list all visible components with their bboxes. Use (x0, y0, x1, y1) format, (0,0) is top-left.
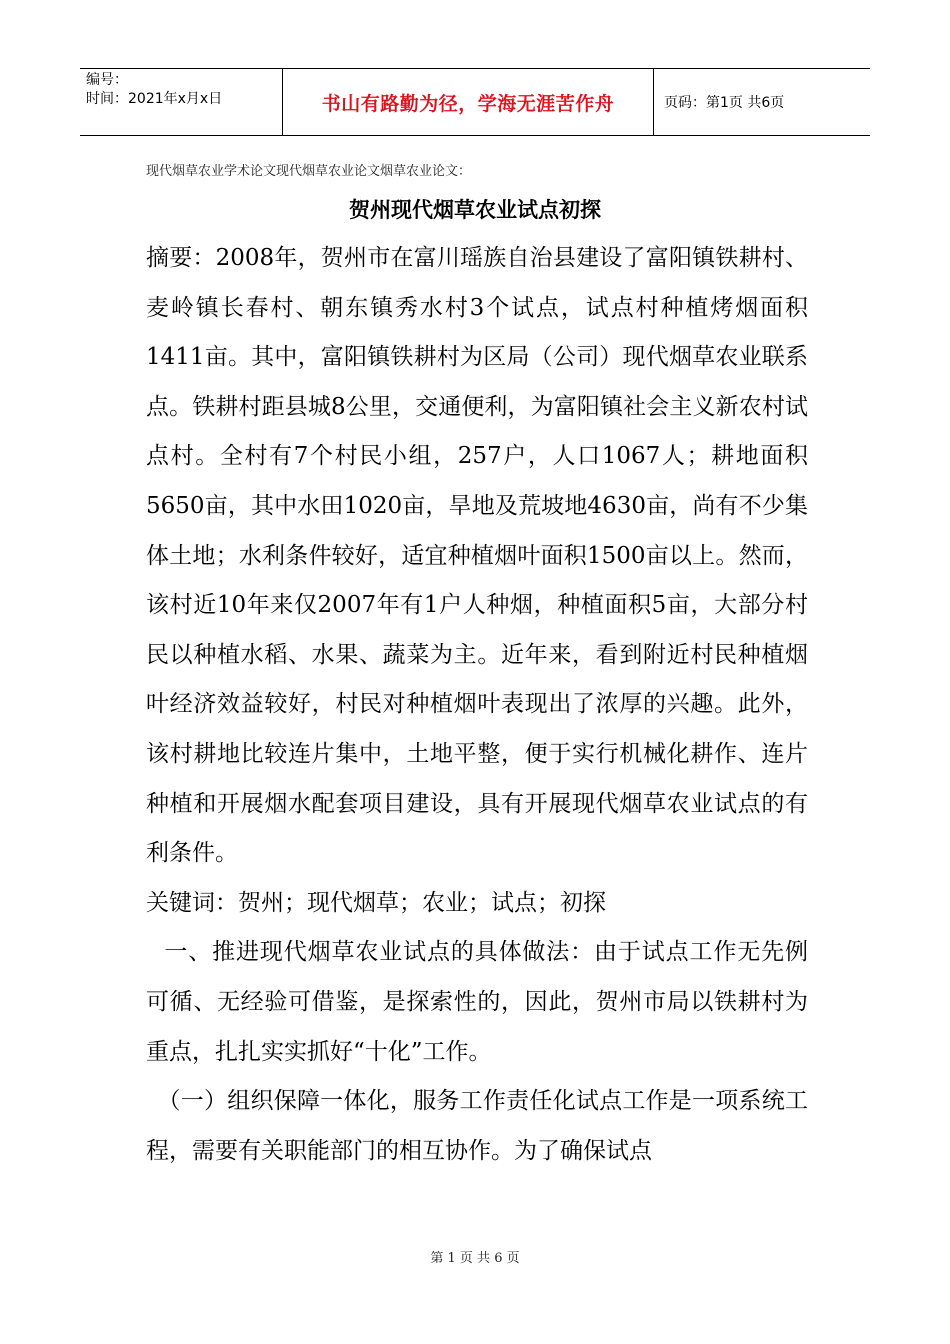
document-number-label: 编号： (86, 72, 128, 88)
keywords-paragraph: 关键词：贺州；现代烟草；农业；试点；初探 (146, 889, 606, 916)
abstract-paragraph: 摘要：2008年，贺州市在富川瑶族自治县建设了富阳镇铁耕村、麦岭镇长春村、朝东镇秀水村3个试点，试点村种植烤烟面积1411亩。其中，富阳镇铁耕村为区局（公司）现代烟草农业联系点。铁耕村距县城8公里，交通便利，为富阳镇社会主义新农村试点村。全村有7个村民小组，257户，人口1067人；耕地面积5650亩，其中水田1020亩，旱地及荒坡地4630亩，尚有不少集体土地；水利条件较好，适宜种植烟叶面积1500亩以上。然而，该村近10年来仅2007年有1户人种烟，种植面积5亩，大部分村民以种植水稻、水果、蔬菜为主。近年来，看到附近村民种植烟叶经济效益较好，村民对种植烟叶表现出了浓厚的兴趣。此外，该村耕地比较连片集中，土地平整，便于实行机械化耕作、连片种植和开展烟水配套项目建设，具有开展现代烟草农业试点的有利条件。 (146, 245, 808, 867)
document-title: 贺州现代烟草农业试点初探 (349, 198, 601, 222)
document-body (146, 234, 808, 1176)
header-page-cell (654, 69, 870, 135)
header-table (80, 68, 870, 136)
header-motto: 书山有路勤为径，学海无涯苦作舟 (321, 92, 615, 115)
section-1-paragraph: 一、推进现代烟草农业试点的具体做法：由于试点工作无先例可循、无经验可借鉴，是探索性的，因此，贺州市局以铁耕村为重点，扎扎实实抓好“十化”工作。 (146, 939, 808, 1065)
page-footer: 第 1 页 共 6 页 (430, 1251, 520, 1266)
subject-line: 现代烟草农业学术论文现代烟草农业论文烟草农业论文： (146, 164, 472, 179)
document-date-label: 时间：2021年x月x日 (86, 91, 223, 107)
header-info-cell (80, 69, 282, 135)
header-page-number: 页码：第1页 共6页 (664, 95, 785, 111)
header-motto-cell (282, 69, 654, 135)
subsection-1-paragraph: （一）组织保障一体化，服务工作责任化试点工作是一项系统工程，需要有关职能部门的相互协作。为了确保试点 (146, 1088, 808, 1164)
